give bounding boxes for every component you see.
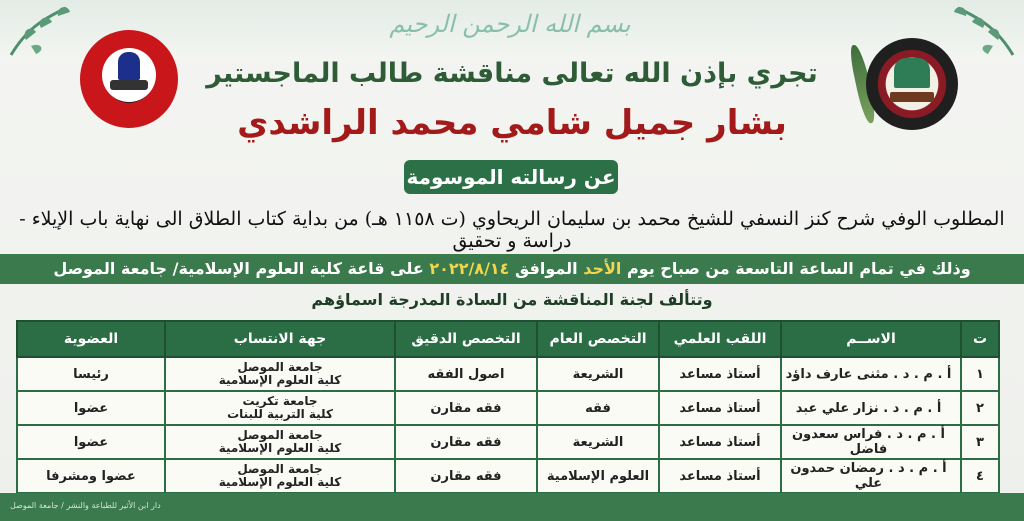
- table-row: [17, 357, 999, 391]
- cell-name: أ . م . د . نزار علي عبد: [781, 391, 961, 425]
- affiliation-university: جامعة الموصل: [237, 462, 323, 476]
- header-general-specialty: التخصص العام: [537, 321, 659, 357]
- cell-affiliation: [165, 459, 395, 493]
- cell-general-specialty: الشريعة: [537, 357, 659, 391]
- cell-academic-title: أستاذ مساعد: [659, 357, 781, 391]
- cell-number: ٤: [961, 459, 999, 493]
- affiliation-college: كلية التربية للبنات: [227, 407, 333, 421]
- cell-academic-title: أستاذ مساعد: [659, 425, 781, 459]
- affiliation-university: جامعة الموصل: [237, 428, 323, 442]
- cell-membership: عضوا: [17, 425, 165, 459]
- schedule-day: الأحد: [583, 259, 622, 278]
- affiliation-university: جامعة الموصل: [237, 360, 323, 374]
- schedule-text: على قاعة كلية العلوم الإسلامية/ جامعة الموصل: [53, 259, 430, 278]
- header-membership: العضوية: [17, 321, 165, 357]
- table-row: [17, 391, 999, 425]
- affiliation-university: جامعة تكريت: [242, 394, 318, 408]
- cell-general-specialty: العلوم الإسلامية: [537, 459, 659, 493]
- cell-specific-specialty: فقه مقارن: [395, 459, 537, 493]
- affiliation-college: كلية العلوم الإسلامية: [218, 475, 342, 489]
- header-specific-specialty: التخصص الدقيق: [395, 321, 537, 357]
- student-name: بشار جميل شامي محمد الراشدي: [237, 103, 787, 143]
- header-name: الاســم: [781, 321, 961, 357]
- table-header-row: [17, 321, 999, 357]
- cell-affiliation: [165, 357, 395, 391]
- table-row: [17, 459, 999, 493]
- cell-affiliation: [165, 391, 395, 425]
- thesis-subtitle-badge: عن رسالته الموسومة: [404, 160, 618, 194]
- cell-number: ٢: [961, 391, 999, 425]
- header-affiliation: جهة الانتساب: [165, 321, 395, 357]
- cell-general-specialty: فقه: [537, 391, 659, 425]
- cell-affiliation: [165, 425, 395, 459]
- committee-table: [16, 320, 1000, 494]
- cell-membership: عضوا: [17, 391, 165, 425]
- cell-general-specialty: الشريعة: [537, 425, 659, 459]
- thesis-title: المطلوب الوفي شرح كنز النسفي للشيخ محمد بن سليمان الريحاوي (ت ١١٥٨ هـ) من بداية كتاب الطلاق الى نهاية باب الإيلاء - دراسة و تحقيق: [19, 208, 1005, 252]
- printer-credit: دار ابن الأثير للطباعة والنشر / جامعة الموصل: [10, 501, 161, 510]
- schedule-strip: [0, 254, 1024, 284]
- cell-specific-specialty: فقه مقارن: [395, 391, 537, 425]
- cell-membership: عضوا ومشرفا: [17, 459, 165, 493]
- committee-intro: وتتألف لجنة المناقشة من السادة المدرجة اسماؤهم: [311, 290, 713, 309]
- schedule-date: ٢٠٢٢/٨/١٤: [429, 259, 510, 278]
- announcement-line: تجري بإذن الله تعالى مناقشة طالب الماجستير: [206, 58, 818, 89]
- cell-specific-specialty: فقه مقارن: [395, 425, 537, 459]
- cell-specific-specialty: اصول الفقه: [395, 357, 537, 391]
- cell-name: أ . م . د . رمضان حمدون علي: [781, 459, 961, 493]
- schedule-text: الموافق: [509, 259, 584, 278]
- header-number: ت: [961, 321, 999, 357]
- affiliation-college: كلية العلوم الإسلامية: [218, 441, 342, 455]
- cell-number: ١: [961, 357, 999, 391]
- header-academic-title: اللقب العلمي: [659, 321, 781, 357]
- cell-name: أ . م . د . مثنى عارف داؤد: [781, 357, 961, 391]
- cell-membership: رئيسا: [17, 357, 165, 391]
- affiliation-college: كلية العلوم الإسلامية: [218, 373, 342, 387]
- table-row: [17, 425, 999, 459]
- floral-ornament-left-icon: [6, 0, 96, 62]
- cell-academic-title: أستاذ مساعد: [659, 459, 781, 493]
- cell-academic-title: أستاذ مساعد: [659, 391, 781, 425]
- schedule-text: وذلك في تمام الساعة التاسعة من صباح يوم: [621, 259, 971, 278]
- cell-name: أ . م . د . فراس سعدون فاضل: [781, 425, 961, 459]
- basmala-calligraphy: بسم الله الرحمن الرحيم: [389, 10, 631, 38]
- cell-number: ٣: [961, 425, 999, 459]
